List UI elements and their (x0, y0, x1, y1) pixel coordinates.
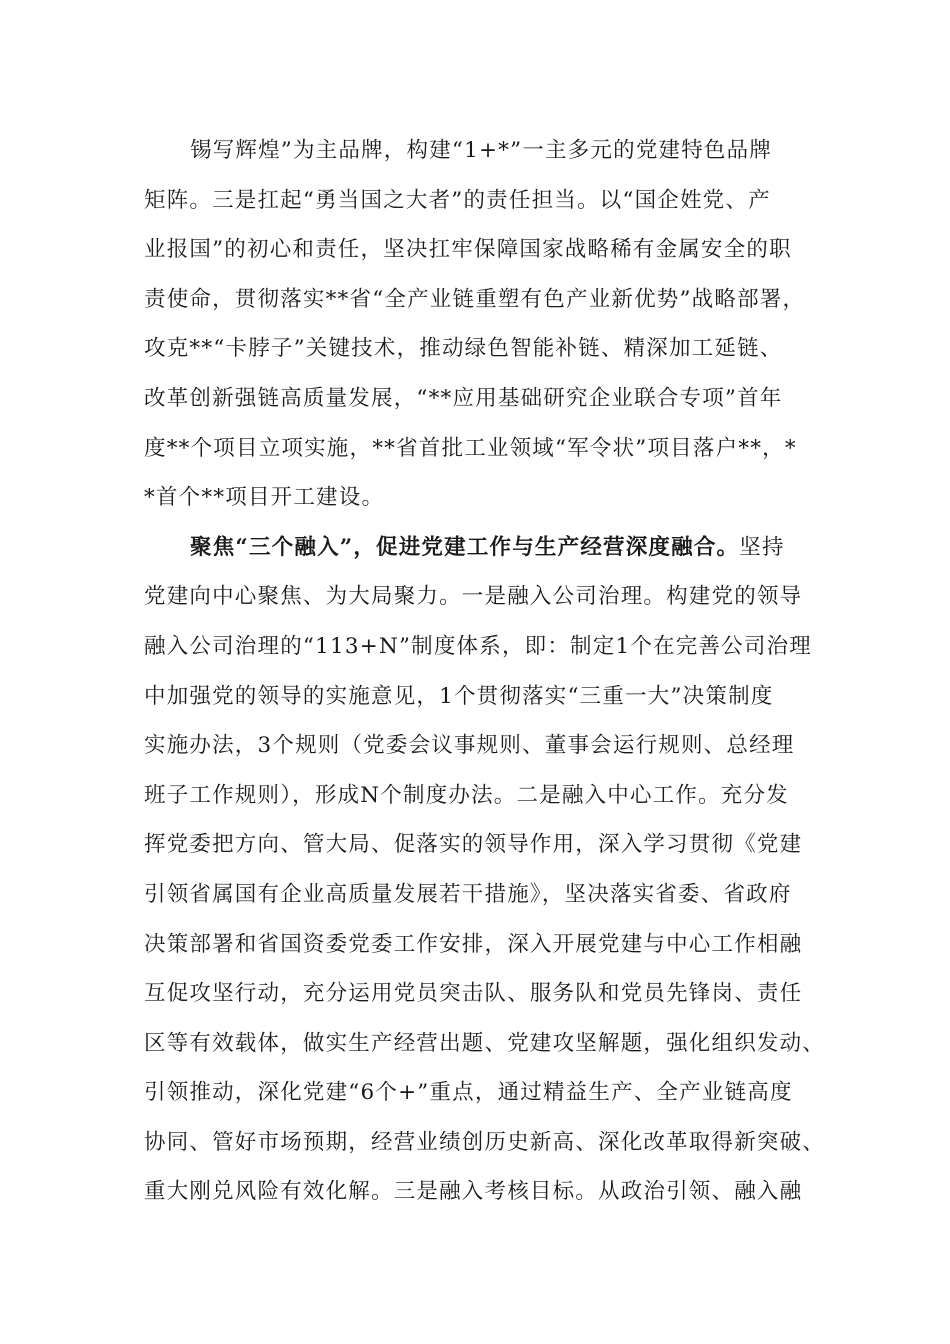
text-line: 中加强党的领导的实施意见，1个贯彻落实“三重一大”决策制度 (144, 683, 774, 709)
text-line: *首个**项目开工建设。 (144, 485, 385, 511)
text-line: 挥党委把方向、管大局、促落实的领导作用，深入学习贯彻《党建 (144, 832, 803, 858)
text-line: 决策部署和省国资委党委工作安排，深入开展党建与中心工作相融 (144, 931, 803, 957)
text-line: 协同、管好市场预期，经营业绩创历史新高、深化改革取得新突破、 (144, 1129, 826, 1155)
text-line: 班子工作规则），形成N个制度办法。二是融入中心工作。充分发 (144, 782, 789, 808)
text-line: 区等有效载体，做实生产经营出题、党建攻坚解题，强化组织发动、 (144, 1030, 826, 1056)
text-line: 互促攻坚行动，充分运用党员突击队、服务队和党员先锋岗、责任 (144, 981, 803, 1007)
text-line: 实施办法，3个规则（党委会议事规则、董事会运行规则、总经理 (144, 733, 795, 759)
text-line: 矩阵。三是扛起“勇当国之大者”的责任担当。以“国企姓党、产 (144, 187, 771, 213)
text-line: 攻克**“卡脖子”关键技术，推动绿色智能补链、精深加工延链、 (144, 336, 783, 362)
text-line: 责使命，贯彻落实**省“全产业链重塑有色产业新优势”战略部署， (144, 286, 806, 312)
text-line: 引领省属国有企业高质量发展若干措施》，坚决落实省委、省政府 (144, 881, 792, 907)
heading-line-continuation: 坚持 (739, 534, 785, 560)
text-line: 引领推动，深化党建“6个+”重点，通过精益生产、全产业链高度 (144, 1080, 793, 1106)
text-line: 业报国”的初心和责任，坚决扛牢保障国家战略稀有金属安全的职 (144, 237, 792, 263)
text-line: 融入公司治理的“113+N”制度体系，即：制定1个在完善公司治理 (144, 633, 812, 659)
section-heading: 聚焦“三个融入”，促进党建工作与生产经营深度融合。 (190, 534, 740, 560)
text-line: 度**个项目立项实施，**省首批工业领域“军令状”项目落户**，* (144, 435, 797, 461)
paragraph-2 (144, 523, 824, 1217)
document-body (144, 126, 824, 1217)
paragraph-1 (144, 126, 824, 523)
text-line: 党建向中心聚焦、为大局聚力。一是融入公司治理。构建党的领导 (144, 584, 803, 610)
text-line: 锡写辉煌”为主品牌，构建“1+*”一主多元的党建特色品牌 (190, 138, 773, 163)
text-line: 重大刚兑风险有效化解。三是融入考核目标。从政治引领、融入融 (144, 1179, 803, 1205)
paragraph-heading-line (144, 523, 824, 573)
text-line: 改革创新强链高质量发展，“**应用基础研究企业联合专项”首年 (144, 385, 783, 411)
